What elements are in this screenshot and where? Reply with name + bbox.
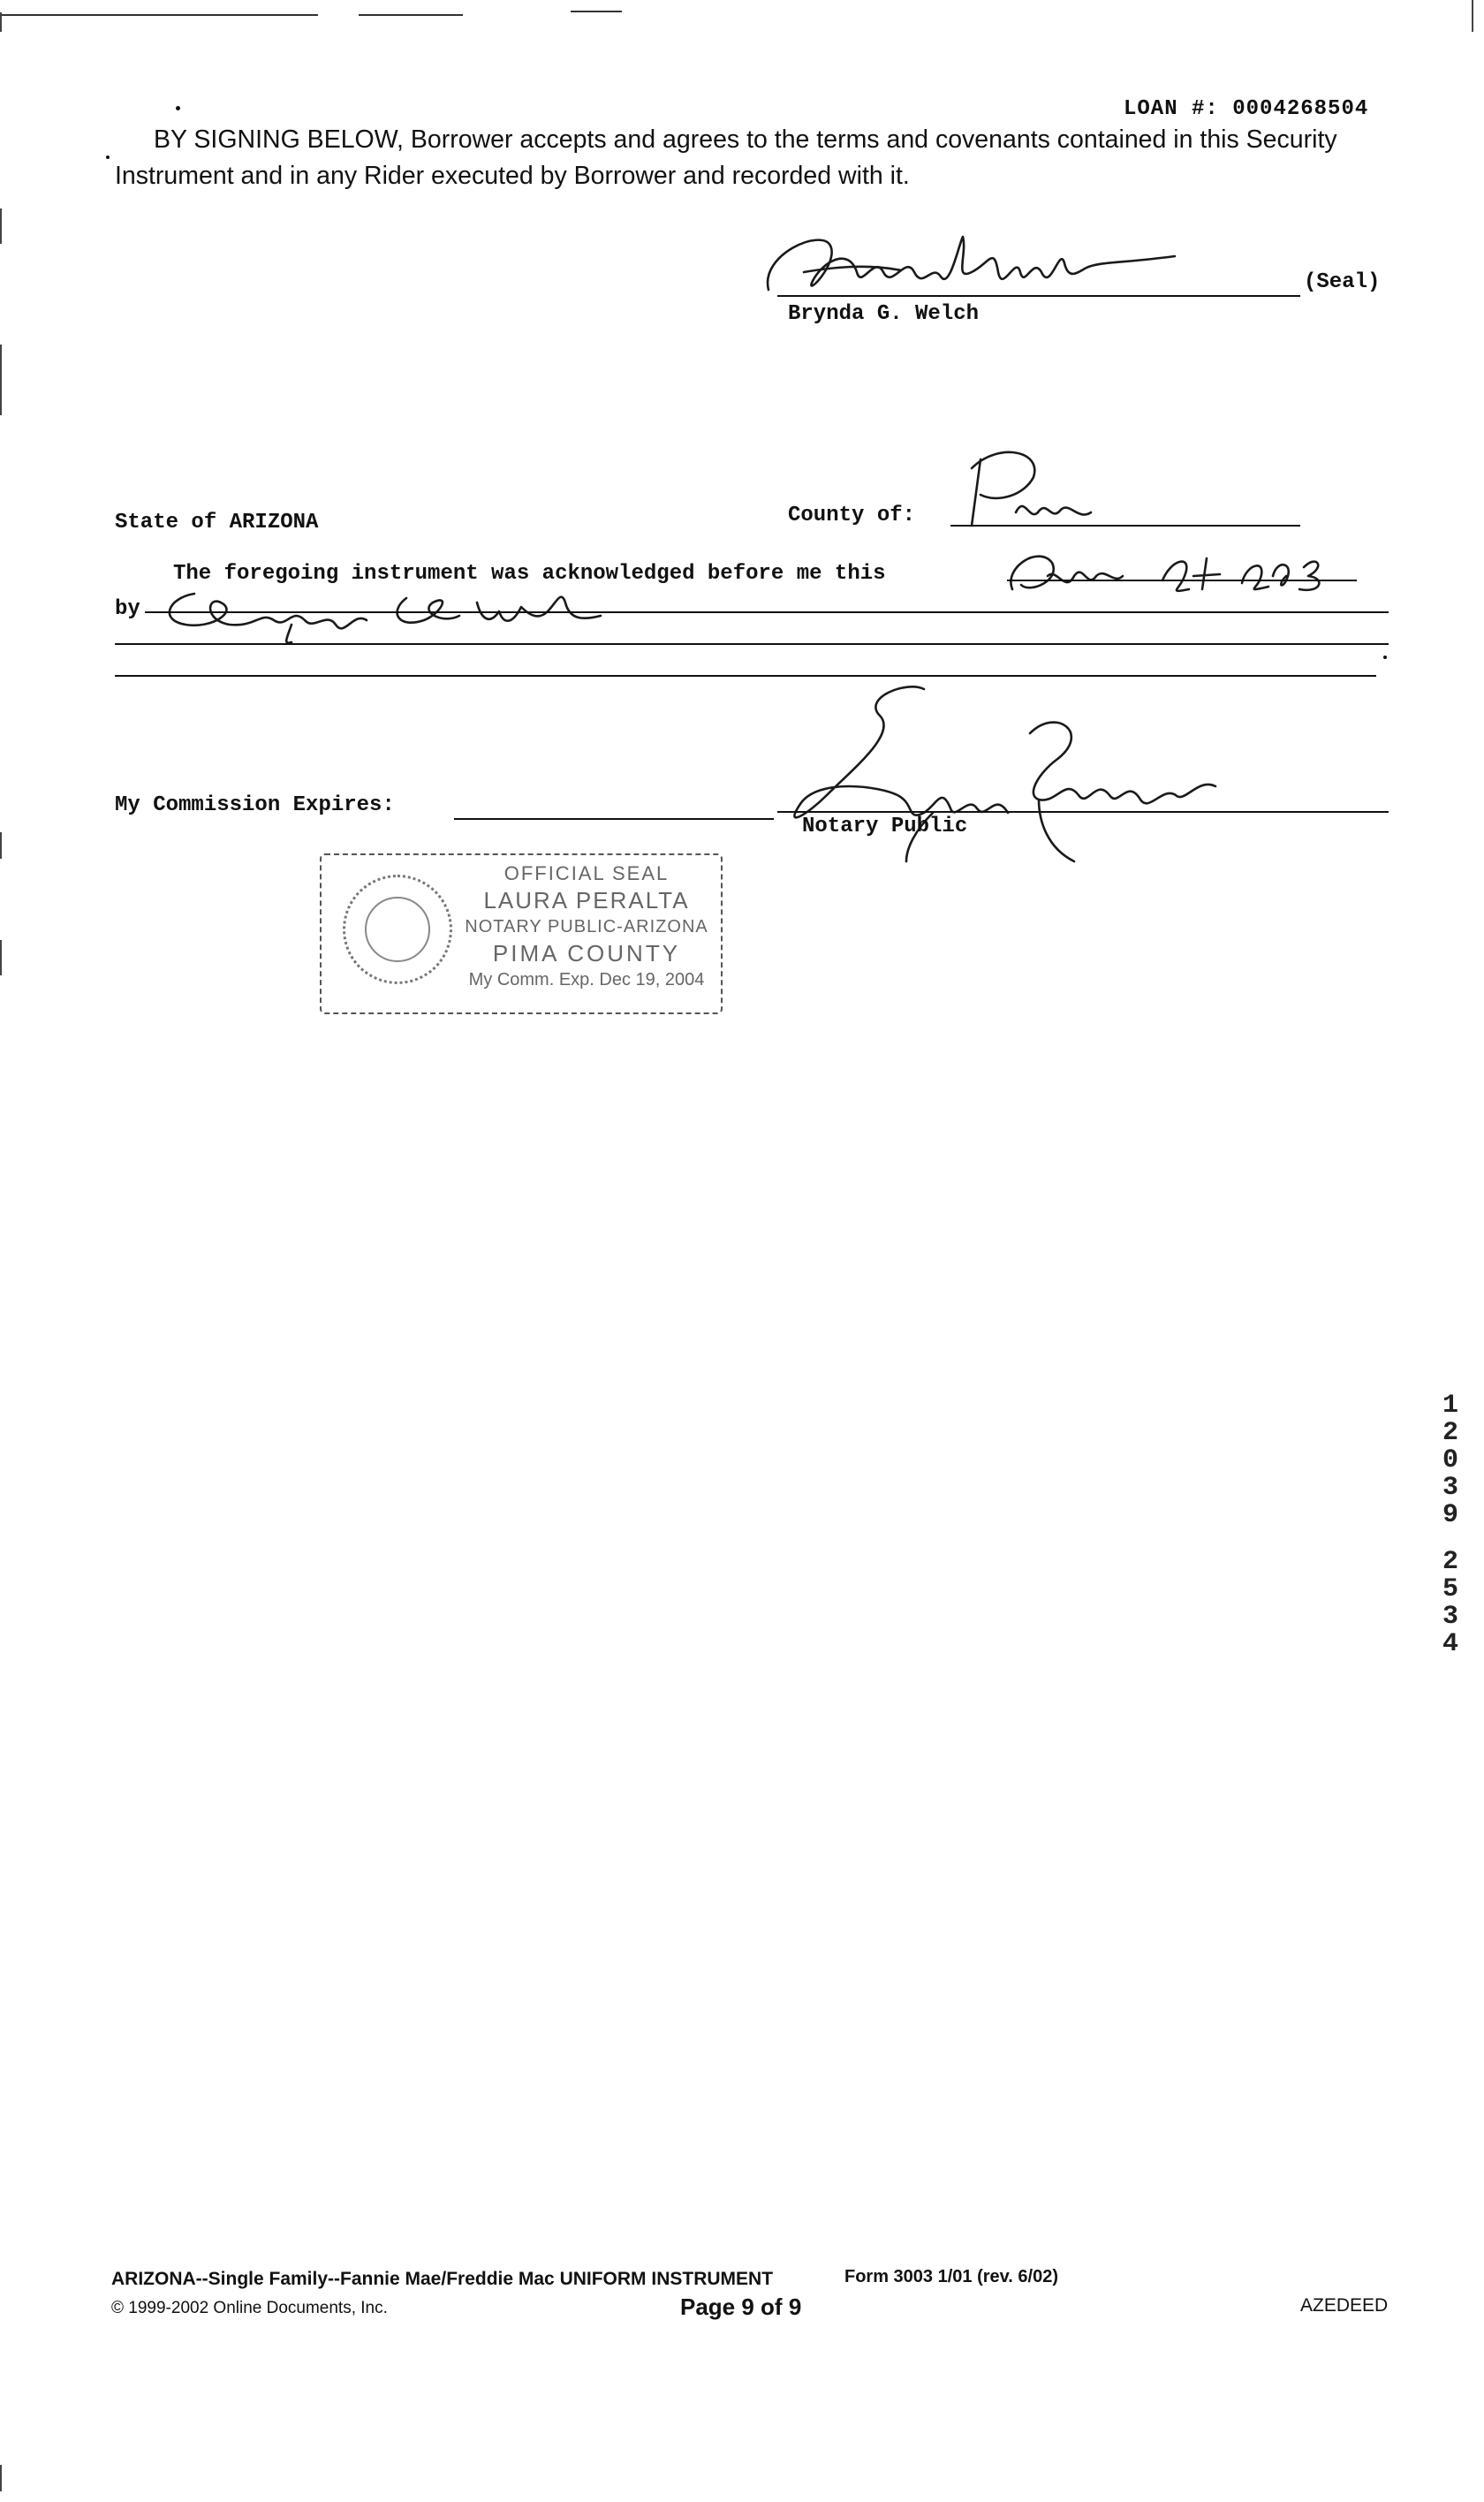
signing-statement: [115, 122, 1396, 194]
county-label: County of:: [788, 504, 916, 527]
scan-dot: [1383, 656, 1387, 659]
stamp-line-1: OFFICIAL SEAL: [504, 862, 670, 884]
acknowledgment-text: The foregoing instrument was acknowledged before me this: [173, 562, 886, 586]
footer-doc-code: AZEDEED: [1300, 2295, 1389, 2316]
footer-copyright: © 1999-2002 Online Documents, Inc.: [111, 2299, 388, 2317]
scan-artifact-mark: [0, 12, 2, 32]
scan-artifact-line: [571, 11, 622, 12]
recording-digit: 4: [1442, 1629, 1458, 1659]
scan-artifact-line: [359, 14, 463, 16]
stamp-line-4: PIMA COUNTY: [492, 940, 681, 967]
blank-line-2: [115, 675, 1376, 677]
scan-artifact-mark: [0, 940, 2, 975]
recording-digit: 2: [1442, 1418, 1458, 1448]
county-line: [950, 525, 1300, 527]
recording-digit: 0: [1442, 1445, 1458, 1475]
notary-public-label: Notary Public: [802, 815, 968, 838]
commission-expires-line: [454, 818, 774, 820]
borrower-name: Brynda G. Welch: [788, 302, 980, 326]
scan-artifact-mark: [0, 345, 2, 415]
scan-artifact-mark: [0, 208, 2, 244]
notary-seal-emblem: [343, 875, 452, 984]
footer-form-title: ARIZONA--Single Family--Fannie Mae/Freddie Mac UNIFORM INSTRUMENT: [111, 2269, 774, 2289]
stamp-line-3: NOTARY PUBLIC-ARIZONA: [465, 917, 708, 936]
loan-number: 0004268504: [1232, 97, 1369, 121]
stamp-line-5: My Comm. Exp. Dec 19, 2004: [468, 970, 705, 989]
recording-digit: 5: [1442, 1574, 1458, 1604]
county-handwritten: [945, 442, 1104, 530]
scan-artifact-mark: [0, 2465, 2, 2491]
scan-artifact-mark: [1472, 0, 1473, 32]
loan-number-header: [1124, 97, 1368, 121]
scan-artifact-line: [0, 14, 318, 16]
signing-statement-line-2: Instrument and in any Rider executed by Borrower and recorded with it.: [115, 162, 910, 190]
scan-dot: [106, 155, 110, 159]
notary-signature-line: [777, 811, 1389, 813]
scan-artifact-mark: [0, 832, 2, 859]
loan-label: LOAN #:: [1124, 97, 1219, 121]
seal-label: (Seal): [1304, 270, 1381, 294]
commission-expires-label: My Commission Expires:: [115, 793, 395, 817]
stamp-line-2: LAURA PERALTA: [483, 887, 690, 914]
by-label: by: [115, 597, 140, 621]
by-line: [145, 611, 1389, 613]
acknowledgment-date-handwritten: [1003, 541, 1357, 603]
recording-digit: 9: [1442, 1500, 1458, 1530]
recording-number: [1433, 1392, 1468, 1658]
notary-seal-inner: [365, 897, 430, 962]
scan-dot: [176, 106, 180, 110]
acknowledgment-date-line: [1007, 580, 1357, 581]
notary-stamp: [320, 853, 723, 1014]
recording-digit: 3: [1442, 1473, 1458, 1503]
recording-digit: 3: [1442, 1602, 1458, 1632]
footer-form-number: Form 3003 1/01 (rev. 6/02): [844, 2267, 1058, 2286]
blank-line-1: [115, 643, 1389, 645]
recording-digit: 1: [1442, 1391, 1458, 1421]
signing-statement-line-1: BY SIGNING BELOW, Borrower accepts and agrees to the terms and covenants contained in this Security: [154, 125, 1337, 154]
borrower-signature-line: [777, 295, 1300, 297]
recording-digit: 2: [1442, 1547, 1458, 1577]
state-label: State of ARIZONA: [115, 511, 319, 535]
footer-page-number: Page 9 of 9: [680, 2294, 802, 2320]
